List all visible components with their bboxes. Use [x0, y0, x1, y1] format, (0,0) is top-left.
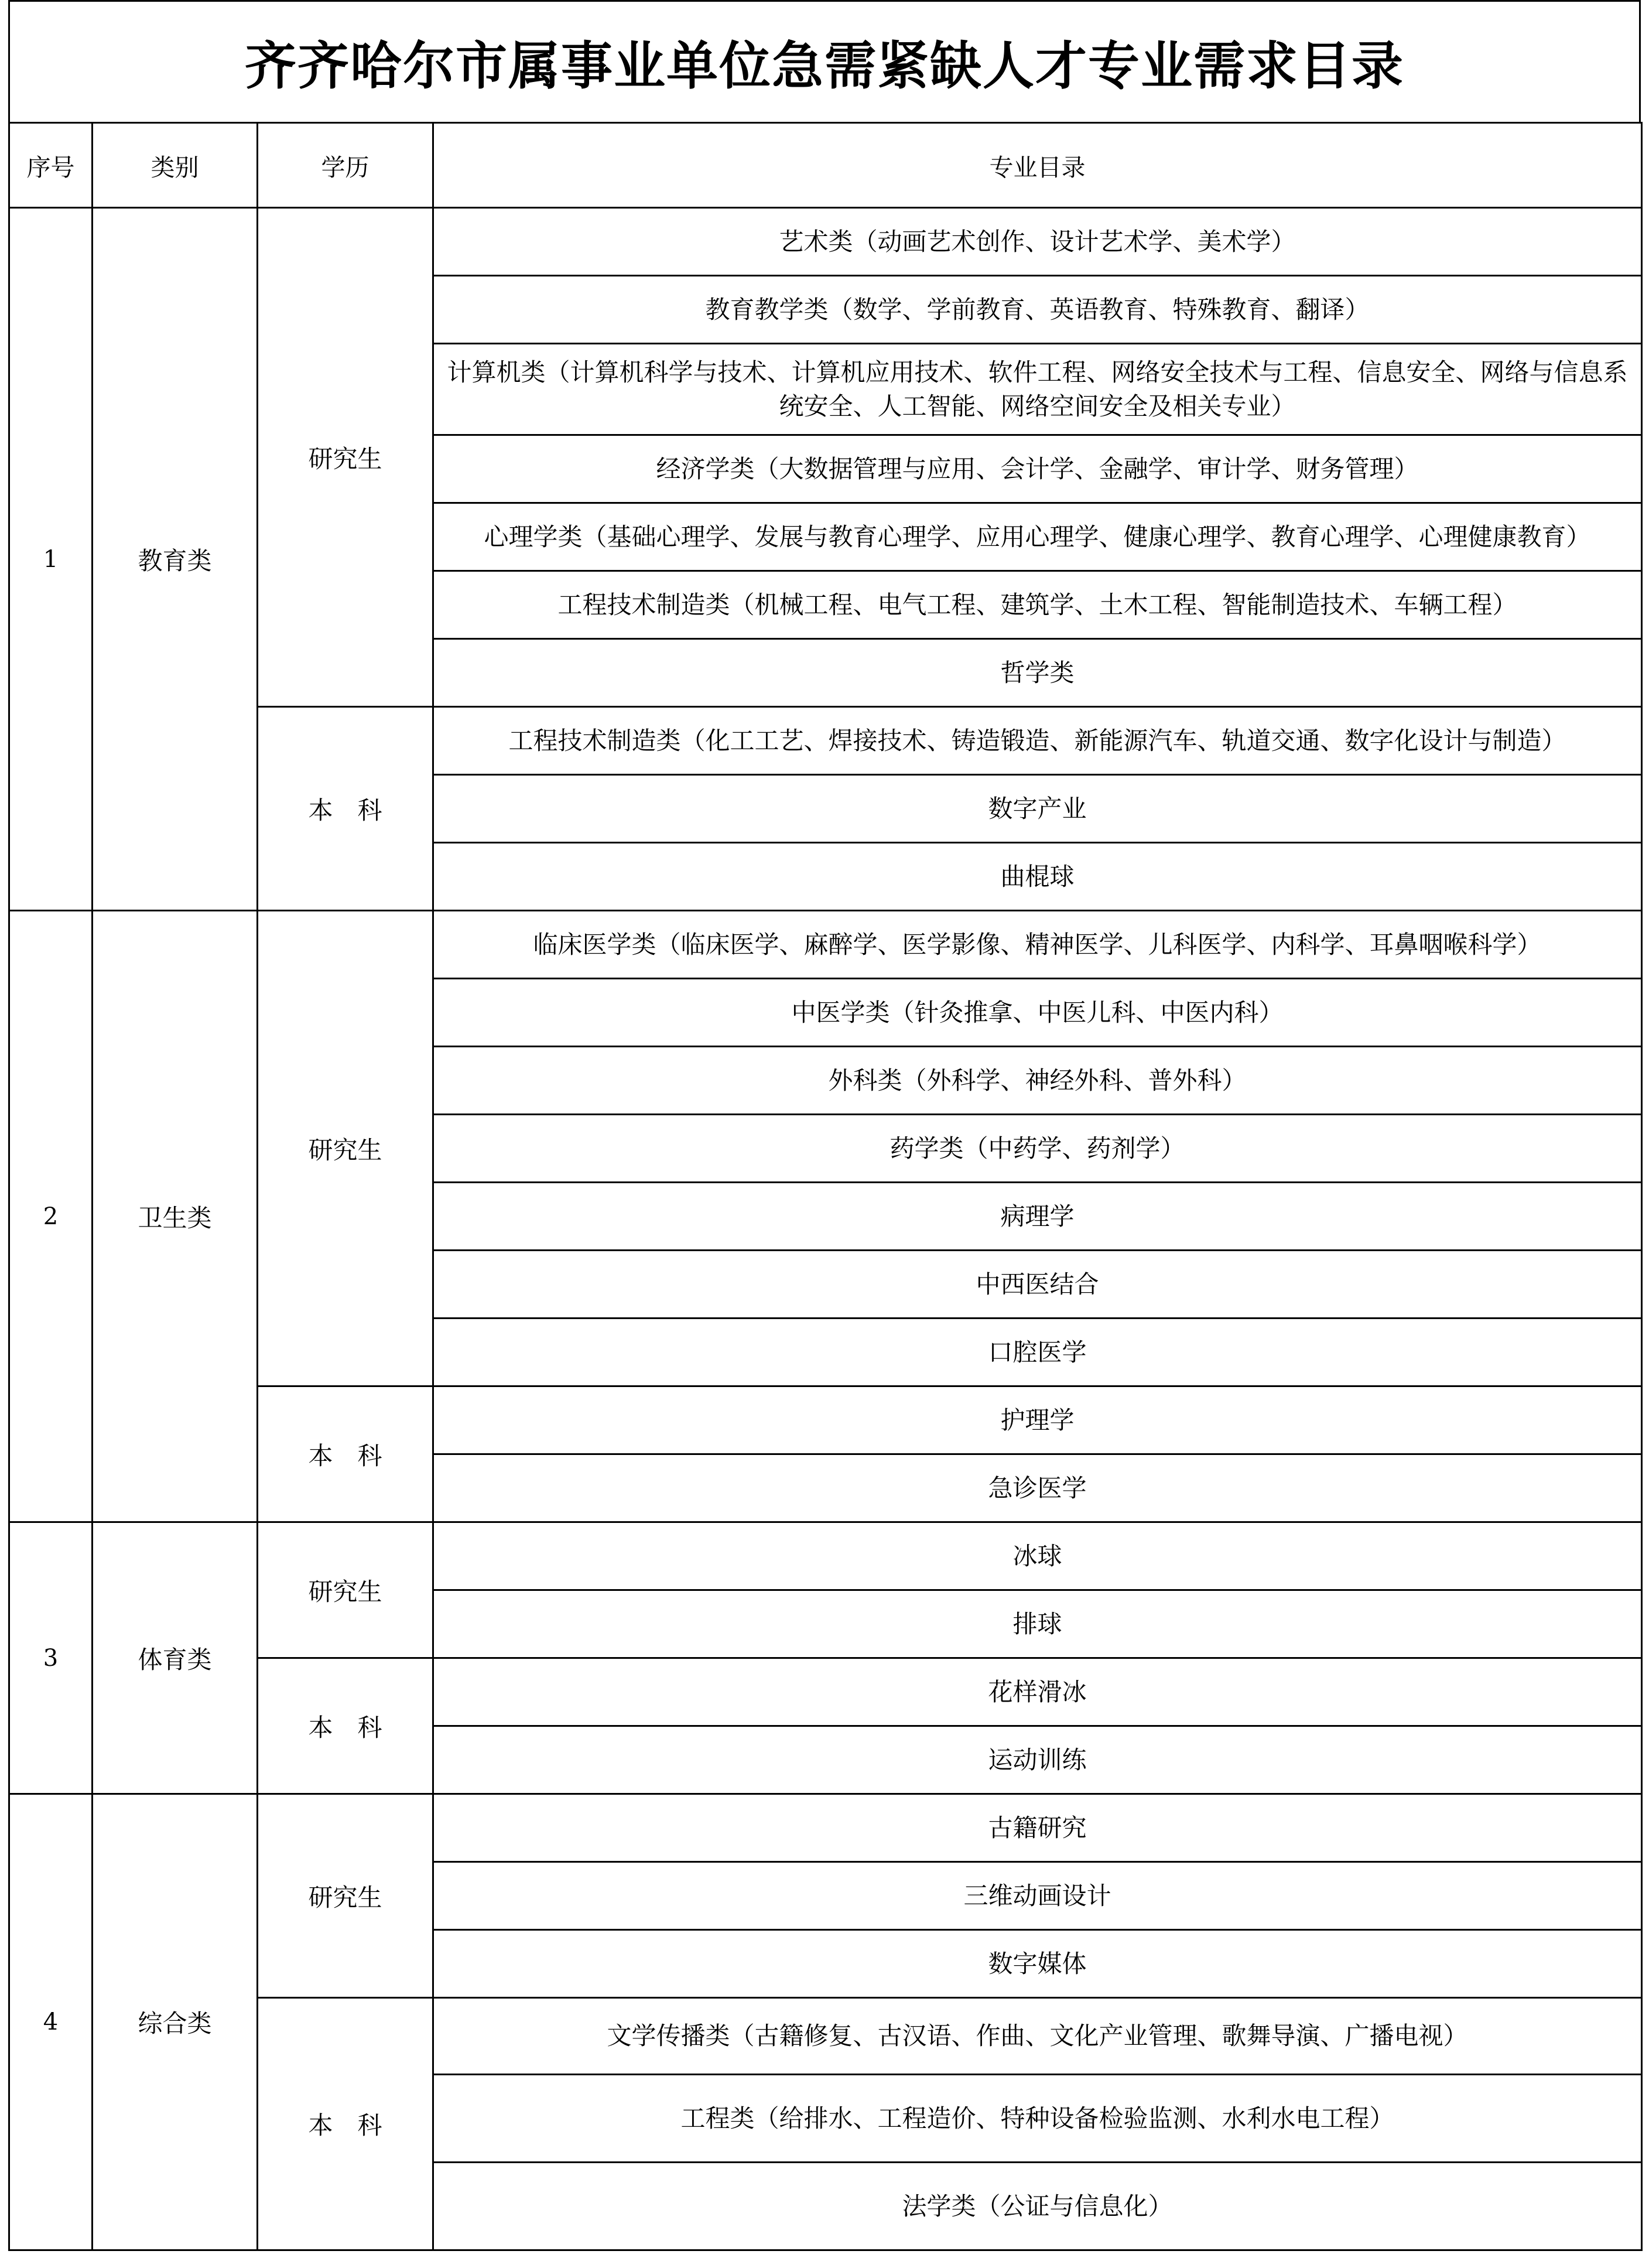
major-cell: 排球 [433, 1590, 1642, 1658]
major-cell: 哲学类 [433, 639, 1642, 707]
major-cell: 曲棍球 [433, 843, 1642, 911]
header-category: 类别 [93, 123, 258, 208]
major-catalog-table [8, 122, 1643, 2251]
major-cell: 工程类（给排水、工程造价、特种设备检验监测、水利水电工程） [433, 2075, 1642, 2163]
major-cell: 计算机类（计算机科学与技术、计算机应用技术、软件工程、网络安全技术与工程、信息安全、网络与信息系统安全、人工智能、网络空间安全及相关专业） [433, 344, 1642, 435]
major-cell: 中西医结合 [433, 1251, 1642, 1319]
header-education: 学历 [258, 123, 433, 208]
major-cell: 运动训练 [433, 1726, 1642, 1794]
table-row [9, 208, 1642, 276]
education-cell: 研究生 [258, 208, 433, 707]
major-cell: 外科类（外科学、神经外科、普外科） [433, 1047, 1642, 1115]
category-cell: 体育类 [93, 1522, 258, 1794]
major-cell: 教育教学类（数学、学前教育、英语教育、特殊教育、翻译） [433, 276, 1642, 344]
document-title: 齐齐哈尔市属事业单位急需紧缺人才专业需求目录 [8, 0, 1641, 122]
major-cell: 冰球 [433, 1522, 1642, 1590]
table-row [9, 911, 1642, 979]
major-cell: 病理学 [433, 1183, 1642, 1251]
seq-cell: 3 [9, 1522, 93, 1794]
major-cell: 经济学类（大数据管理与应用、会计学、金融学、审计学、财务管理） [433, 435, 1642, 503]
major-cell: 临床医学类（临床医学、麻醉学、医学影像、精神医学、儿科医学、内科学、耳鼻咽喉科学） [433, 911, 1642, 979]
major-cell: 数字媒体 [433, 1930, 1642, 1998]
education-cell: 研究生 [258, 1522, 433, 1658]
major-cell: 心理学类（基础心理学、发展与教育心理学、应用心理学、健康心理学、教育心理学、心理健康教育） [433, 503, 1642, 571]
seq-cell: 1 [9, 208, 93, 911]
major-cell: 药学类（中药学、药剂学） [433, 1115, 1642, 1183]
category-cell: 卫生类 [93, 911, 258, 1522]
category-cell: 综合类 [93, 1794, 258, 2250]
education-cell: 本 科 [258, 1658, 433, 1794]
major-cell: 古籍研究 [433, 1794, 1642, 1862]
major-cell: 数字产业 [433, 775, 1642, 843]
major-cell: 法学类（公证与信息化） [433, 2163, 1642, 2250]
major-cell: 中医学类（针灸推拿、中医儿科、中医内科） [433, 979, 1642, 1047]
category-cell: 教育类 [93, 208, 258, 911]
education-cell: 本 科 [258, 1998, 433, 2250]
major-cell: 艺术类（动画艺术创作、设计艺术学、美术学） [433, 208, 1642, 276]
seq-cell: 4 [9, 1794, 93, 2250]
table-row [9, 1522, 1642, 1590]
education-cell: 研究生 [258, 1794, 433, 1998]
major-cell: 护理学 [433, 1386, 1642, 1454]
major-cell: 工程技术制造类（化工工艺、焊接技术、铸造锻造、新能源汽车、轨道交通、数字化设计与制造） [433, 707, 1642, 775]
major-cell: 花样滑冰 [433, 1658, 1642, 1726]
major-cell: 急诊医学 [433, 1454, 1642, 1522]
education-cell: 本 科 [258, 1386, 433, 1522]
table-row [9, 1794, 1642, 1862]
major-cell: 三维动画设计 [433, 1862, 1642, 1930]
education-cell: 本 科 [258, 707, 433, 911]
major-cell: 口腔医学 [433, 1319, 1642, 1386]
table-header-row [9, 123, 1642, 208]
document-page [8, 0, 1641, 2262]
header-seq: 序号 [9, 123, 93, 208]
education-cell: 研究生 [258, 911, 433, 1386]
major-cell: 工程技术制造类（机械工程、电气工程、建筑学、土木工程、智能制造技术、车辆工程） [433, 571, 1642, 639]
header-majors: 专业目录 [433, 123, 1642, 208]
seq-cell: 2 [9, 911, 93, 1522]
major-cell: 文学传播类（古籍修复、古汉语、作曲、文化产业管理、歌舞导演、广播电视） [433, 1998, 1642, 2075]
